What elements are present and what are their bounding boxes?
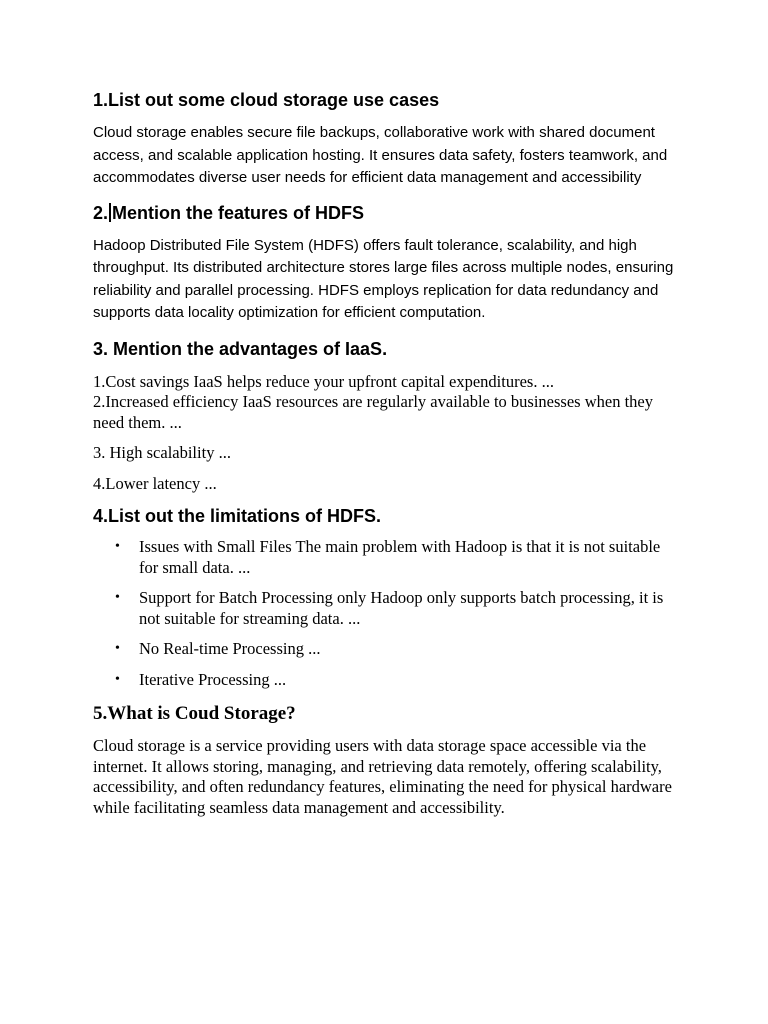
question-2-answer: Hadoop Distributed File System (HDFS) offers fault tolerance, scalability, and high throughput. Its distributed architecture stores large files across multiple nodes, ensuring reliability and parallel processing. HDFS employs replication for data redundancy and supports data locality optimization for efficient computation.: [93, 236, 674, 321]
question-5-heading: 5.What is Coud Storage?: [93, 703, 296, 724]
advantage-item-1: 1.Cost savings IaaS helps reduce your upfront capital expenditures. ...: [93, 371, 554, 391]
limitation-item-1: • Issues with Small Files The main problem with Hadoop is that it is not suitable for small data. ...: [139, 537, 683, 578]
document-page: [93, 88, 683, 818]
advantage-item-3: 3. High scalability ...: [93, 443, 231, 462]
question-5-answer: Cloud storage is a service providing users with data storage space accessible via the internet. It allows storing, managing, and retrieving data remotely, offering scalability, accessibility, and often redundancy features, eliminating the need for physical hardware while facilitating seamless data management and accessibility.: [93, 736, 672, 817]
advantage-item-4: 4.Lower latency ...: [93, 473, 217, 493]
question-2-heading: [93, 201, 683, 225]
question-3-heading: 3. Mention the advantages of IaaS.: [93, 338, 388, 359]
limitation-item-3: • No Real-time Processing ...: [139, 639, 683, 660]
question-1-heading: 1.List out some cloud storage use cases: [93, 90, 440, 110]
limitation-item-4: • Iterative Processing ...: [139, 670, 683, 691]
question-1-answer: Cloud storage enables secure file backups, collaborative work with shared document access, and scalable application hosting. It ensures data safety, fosters teamwork, and accommodates diverse user needs for efficient data management and accessibility: [93, 124, 668, 186]
question-2-title: Mention the features of HDFS: [112, 202, 365, 223]
question-2-number: 2.: [93, 202, 109, 223]
limitation-item-2: • Support for Batch Processing only Hadoop only supports batch processing, it is not suitable for streaming data. ...: [139, 588, 683, 629]
limitations-list: [93, 537, 683, 690]
advantage-item-2: 2.Increased efficiency IaaS resources are regularly available to businesses when they need them. ...: [93, 392, 653, 432]
text-cursor: [109, 203, 111, 222]
question-4-heading: 4.List out the limitations of HDFS.: [93, 506, 381, 526]
